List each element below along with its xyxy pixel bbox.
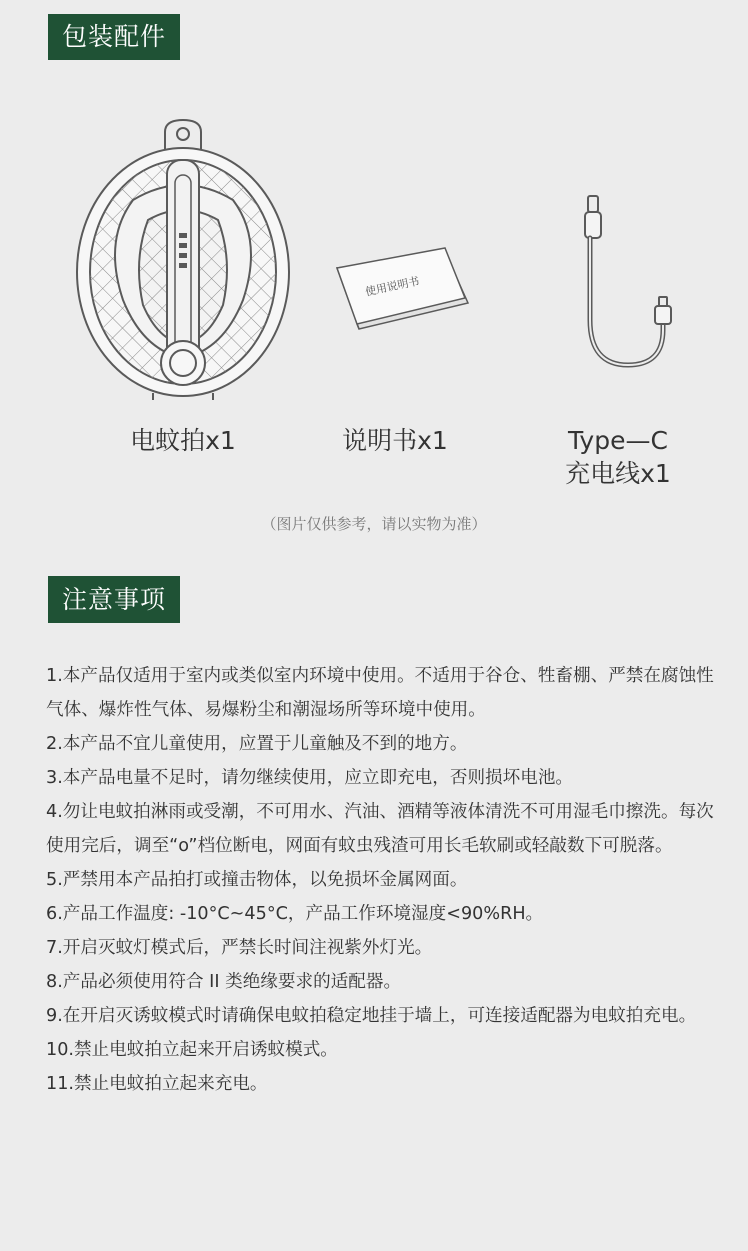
notes-section-title: 注意事项 bbox=[48, 576, 180, 623]
note-item: 5.严禁用本产品拍打或撞击物体，以免损坏金属网面。 bbox=[46, 870, 468, 890]
product-label-swatter: 电蚊拍x1 bbox=[130, 426, 236, 455]
note-item: 2.本产品不宜儿童使用，应置于儿童触及不到的地方。 bbox=[46, 734, 468, 754]
note-item: 9.在开启灭诱蚊模式时请确保电蚊拍稳定地挂于墙上，可连接适配器为电蚊拍充电。 bbox=[46, 1006, 697, 1026]
note-item: 6.产品工作温度: -10°C~45°C，产品工作环境湿度<90%RH。 bbox=[46, 904, 544, 924]
note-item: 7.开启灭蚊灯模式后，严禁长时间注视紫外灯光。 bbox=[46, 938, 433, 958]
product-manual bbox=[285, 100, 505, 500]
manual-booklet-icon bbox=[285, 100, 505, 400]
note-item: 10.禁止电蚊拍立起来开启诱蚊模式。 bbox=[46, 1040, 338, 1060]
image-disclaimer: （图片仅供参考，请以实物为准） bbox=[261, 515, 487, 533]
accessories-section-title: 包装配件 bbox=[48, 14, 180, 60]
product-cable bbox=[508, 100, 728, 500]
notes-list bbox=[46, 659, 718, 1101]
product-label-manual: 说明书x1 bbox=[342, 426, 448, 455]
note-item: 4.勿让电蚊拍淋雨或受潮，不可用水、汽油、酒精等液体清洗不可用湿毛巾擦洗。每次使用完后，调至“o”档位断电，网面有蚊虫残渣可用长毛软刷或轻敲数下可脱落。 bbox=[46, 802, 714, 856]
note-item: 3.本产品电量不足时，请勿继续使用，应立即充电，否则损坏电池。 bbox=[46, 768, 574, 788]
note-item: 11.禁止电蚊拍立起来充电。 bbox=[46, 1074, 268, 1094]
usb-cable-icon bbox=[508, 100, 728, 400]
note-item: 8.产品必须使用符合 II 类绝缘要求的适配器。 bbox=[46, 972, 402, 992]
mosquito-swatter-icon bbox=[73, 100, 293, 400]
note-item: 1.本产品仅适用于室内或类似室内环境中使用。不适用于谷仓、牲畜棚、严禁在腐蚀性气体、爆炸性气体、易爆粉尘和潮湿场所等环境中使用。 bbox=[46, 666, 714, 720]
manual-cover-text: 使用说明书 bbox=[364, 274, 421, 299]
product-label-cable: Type—C bbox=[568, 426, 668, 455]
product-swatter bbox=[73, 100, 293, 500]
product-label-cable-line2: 充电线x1 bbox=[565, 459, 671, 488]
